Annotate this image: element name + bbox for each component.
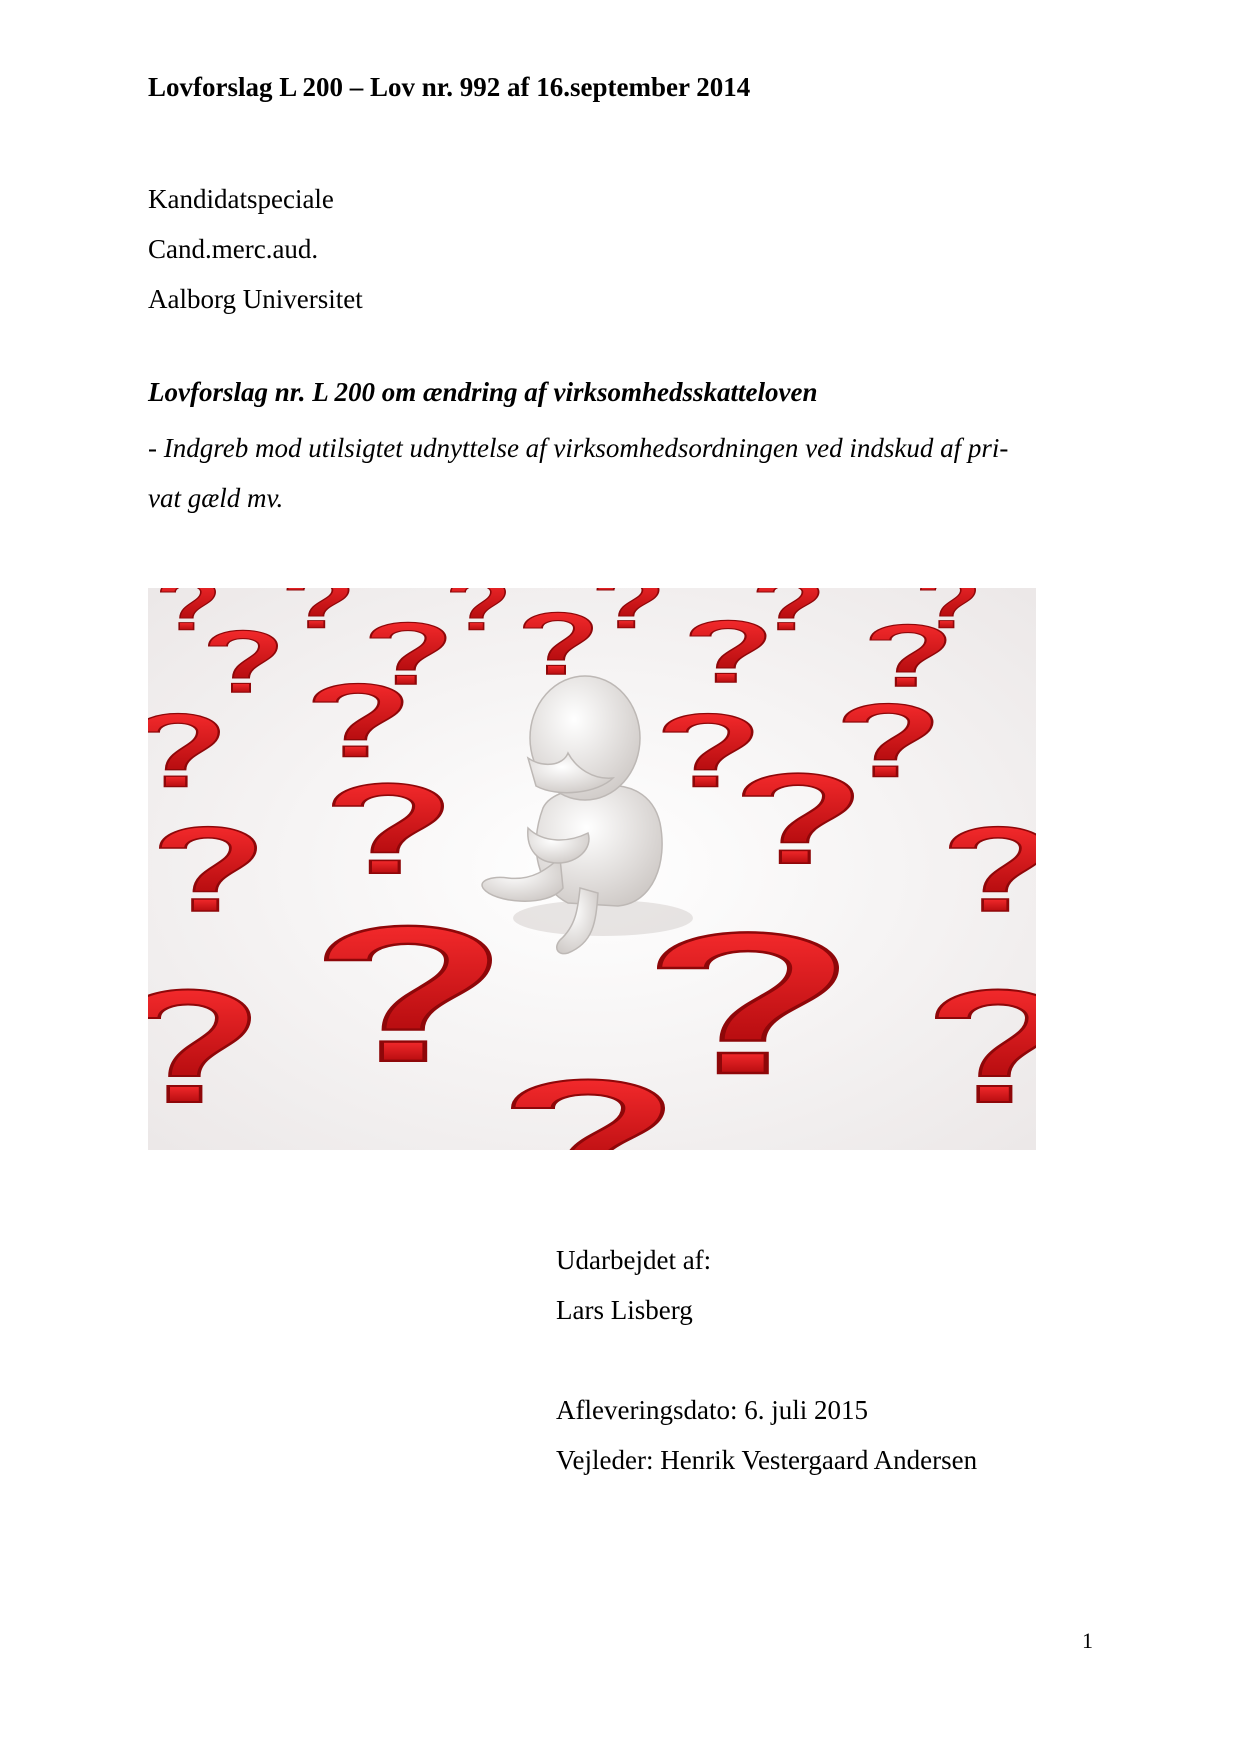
thesis-type: Kandidatspeciale bbox=[148, 184, 334, 214]
author-name: Lars Lisberg bbox=[556, 1295, 693, 1325]
question-marks-illustration bbox=[148, 588, 1036, 1150]
thesis-subtitle-line-2: vat gæld mv. bbox=[148, 483, 284, 513]
thesis-subtitle bbox=[148, 423, 1078, 523]
submission-block bbox=[556, 1385, 977, 1485]
author-block bbox=[556, 1235, 711, 1335]
thesis-title: Lovforslag nr. L 200 om ændring af virksomhedsskatteloven bbox=[148, 377, 818, 407]
degree-name: Cand.merc.aud. bbox=[148, 234, 319, 264]
supervisor: Vejleder: Henrik Vestergaard Andersen bbox=[556, 1445, 978, 1475]
document-header-title: Lovforslag L 200 – Lov nr. 992 af 16.september 2014 bbox=[148, 72, 751, 102]
thesis-meta-block bbox=[148, 174, 363, 324]
page-number: 1 bbox=[1082, 1628, 1093, 1653]
author-label: Udarbejdet af: bbox=[556, 1245, 712, 1275]
submission-date: Afleveringsdato: 6. juli 2015 bbox=[556, 1395, 868, 1425]
university-name: Aalborg Universitet bbox=[148, 284, 363, 314]
thesis-subtitle-line-1: - Indgreb mod utilsigtet udnyttelse af virksomhedsordningen ved indskud af pri- bbox=[148, 433, 1009, 463]
cover-illustration bbox=[148, 588, 1036, 1150]
